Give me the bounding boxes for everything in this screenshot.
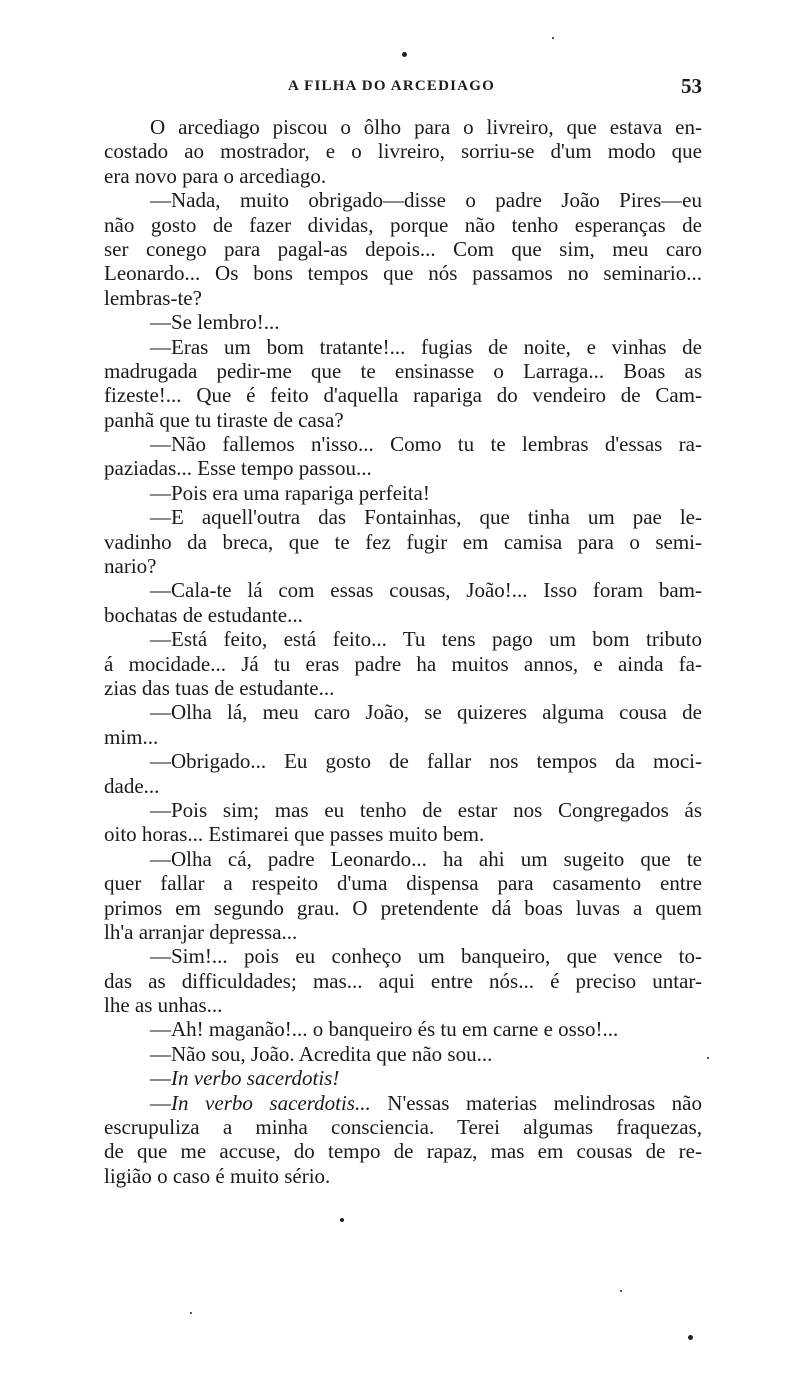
print-speck [688, 1335, 693, 1340]
text-line: madrugada pedir-me que te ensinasse o Larraga... Boas as [104, 358, 702, 383]
text-line: era novo para o arcediago. [104, 163, 327, 188]
text-line: —Olha lá, meu caro João, se quizeres alguma cousa de [150, 700, 702, 725]
text-line: zias das tuas de estudante... [104, 675, 335, 700]
text-line: —Não fallemos n'isso... Como tu te lembras d'essas ra- [150, 432, 702, 457]
text-line: vadinho da breca, que te fez fugir em camisa para o semi- [104, 529, 702, 554]
text-line: —Nada, muito obrigado—disse o padre João Pires—eu [150, 188, 702, 213]
text-line: —Obrigado... Eu gosto de fallar nos tempos da moci- [150, 749, 702, 774]
text-line: —In verbo sacerdotis! [150, 1066, 340, 1091]
text-line: á mocidade... Já tu eras padre ha muitos annos, e ainda fa- [104, 651, 702, 676]
text-line: escrupuliza a minha consciencia. Terei algumas fraquezas, [104, 1115, 702, 1140]
text-line: —Sim!... pois eu conheço um banqueiro, que vence to- [150, 944, 702, 969]
text-line: —In verbo sacerdotis... N'essas materias melindrosas não [150, 1090, 703, 1115]
text-line: dade... [104, 773, 160, 798]
text-line: —E aquell'outra das Fontainhas, que tinha um pae le- [150, 505, 702, 530]
text-line: ser conego para pagal-as depois... Com que sim, meu caro [104, 236, 702, 261]
print-speck [402, 52, 407, 57]
text-line: mim... [104, 724, 159, 749]
text-line: —Cala-te lá com essas cousas, João!... Isso foram bam- [150, 578, 702, 603]
text-line: —Se lembro!... [150, 310, 280, 335]
print-speck [340, 1218, 344, 1222]
text-line: paziadas... Esse tempo passou... [104, 456, 372, 481]
text-line: lhe as unhas... [104, 993, 223, 1018]
text-line: —Pois sim; mas eu tenho de estar nos Congregados ás [150, 797, 702, 822]
text-line: bochatas de estudante... [104, 602, 303, 627]
print-speck [620, 1290, 622, 1292]
text-line: ligião o caso é muito sério. [104, 1163, 331, 1188]
text-line: de que me accuse, do tempo de rapaz, mas em cousas de re- [104, 1139, 702, 1164]
text-line: panhã que tu tiraste de casa? [104, 407, 344, 432]
text-line: lembras-te? [104, 285, 202, 310]
text-line: —Eras um bom tratante!... fugias de noite, e vinhas de [150, 334, 702, 359]
text-line: —Está feito, está feito... Tu tens pago um bom tributo [150, 627, 702, 652]
text-line: —Ah! maganão!... o banqueiro és tu em carne e osso!... [150, 1017, 619, 1042]
page-header [104, 74, 704, 104]
text-line: nario? [104, 554, 157, 579]
text-line: costado ao mostrador, e o livreiro, sorriu-se d'um modo que [104, 139, 702, 164]
text-line: —Pois era uma rapariga perfeita! [150, 480, 430, 505]
text-line: O arcediago piscou o ôlho para o livreiro, que estava en- [150, 115, 702, 139]
print-speck [707, 1057, 709, 1059]
body-text [104, 115, 702, 1188]
print-speck [552, 37, 554, 39]
print-speck [190, 1312, 192, 1314]
page-number: 53 [681, 74, 702, 98]
text-line: primos em segundo grau. O pretendente dá boas luvas a quem [104, 895, 702, 920]
text-line: Leonardo... Os bons tempos que nós passamos no seminario... [104, 261, 702, 286]
text-line: das as difficuldades; mas... aqui entre nós... é preciso untar- [104, 968, 702, 993]
text-line: fizeste!... Que é feito d'aquella rapariga do vendeiro de Cam- [104, 383, 702, 408]
text-line: oito horas... Estimarei que passes muito bem. [104, 822, 485, 847]
text-line: quer fallar a respeito d'uma dispensa para casamento entre [104, 871, 702, 896]
text-line: —Não sou, João. Acredita que não sou... [150, 1041, 493, 1066]
text-line: não gosto de fazer dividas, porque não tenho esperanças de [104, 212, 702, 237]
text-line: lh'a arranjar depressa... [104, 919, 298, 944]
text-line: —Olha cá, padre Leonardo... ha ahi um sugeito que te [150, 846, 702, 871]
running-title: A FILHA DO ARCEDIAGO [288, 78, 495, 94]
